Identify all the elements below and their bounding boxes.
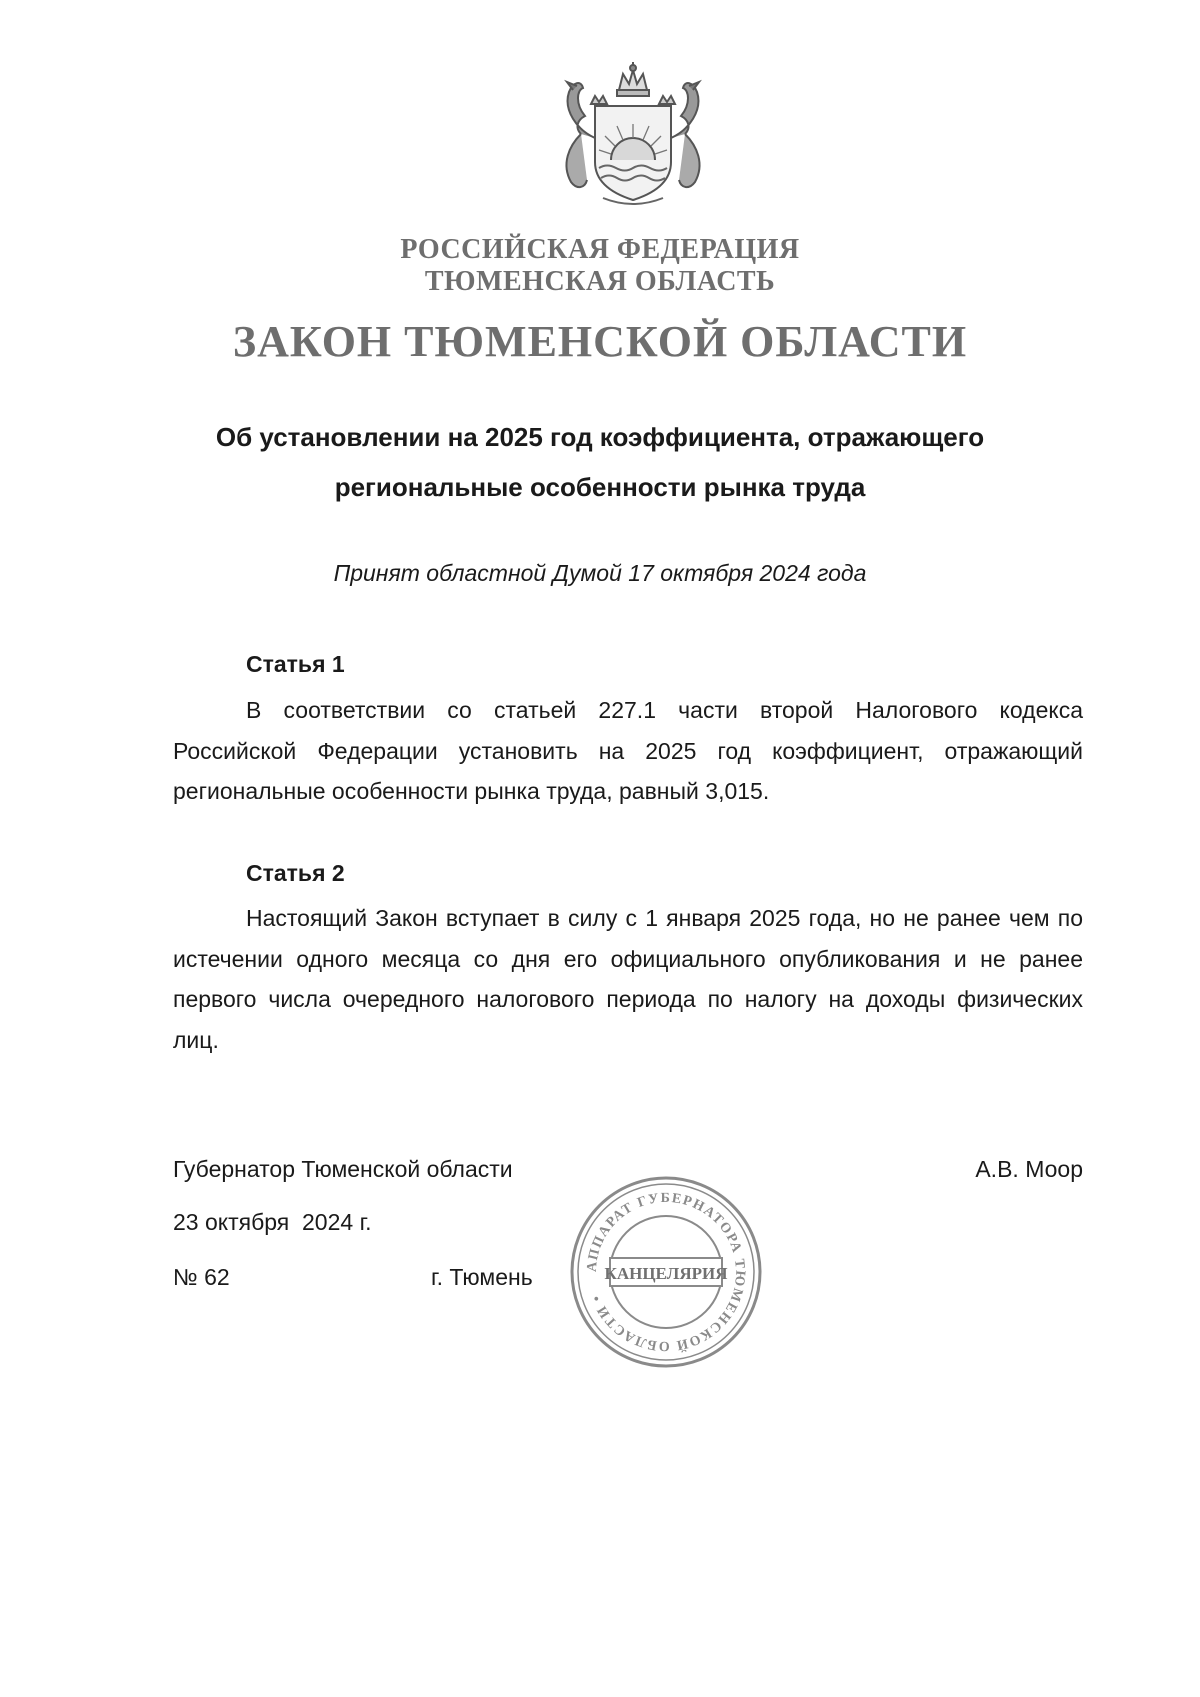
- stamp-ring-text: АППАРАТ ГУБЕРНАТОРА ТЮМЕНСКОЙ ОБЛАСТИ •: [584, 1190, 748, 1354]
- article-1-text: В соответствии со статьей 227.1 части второй Налогового кодекса Российской Федерации установить на 2025 год коэффициент, отражающий региональные особенности рынка труда, равный 3,015.: [173, 697, 1083, 804]
- signatory-name: А.В. Моор: [975, 1156, 1083, 1182]
- document-title: Об установлении на 2025 год коэффициента, отражающего региональные особенности рынка труда: [215, 422, 985, 502]
- stamp-center-text: КАНЦЕЛЯРИЯ: [604, 1264, 728, 1283]
- article-1-title: Статья 1: [246, 651, 345, 677]
- signing-city: г. Тюмень: [431, 1264, 533, 1290]
- header-region: ТЮМЕНСКАЯ ОБЛАСТЬ: [424, 266, 776, 297]
- article-2-text: Настоящий Закон вступает в силу с 1 января 2025 года, но не ранее чем по истечении одного месяца со дня его официального опубликования и не ранее первого числа очередного налогового периода по налогу на доходы физических лиц.: [173, 905, 1083, 1053]
- adoption-note: Принят областной Думой 17 октября 2024 года: [333, 560, 867, 586]
- law-number: № 62: [173, 1264, 230, 1290]
- signing-date: 23 октября 2024 г.: [173, 1209, 372, 1235]
- stamp-icon: [566, 1172, 766, 1372]
- law-heading: ЗАКОН ТЮМЕНСКОЙ ОБЛАСТИ: [232, 317, 968, 366]
- coat-of-arms-icon: [533, 60, 733, 210]
- signatory-position: Губернатор Тюменской области: [173, 1156, 513, 1182]
- article-2-title: Статья 2: [246, 860, 345, 886]
- header-country: РОССИЙСКАЯ ФЕДЕРАЦИЯ: [400, 234, 800, 265]
